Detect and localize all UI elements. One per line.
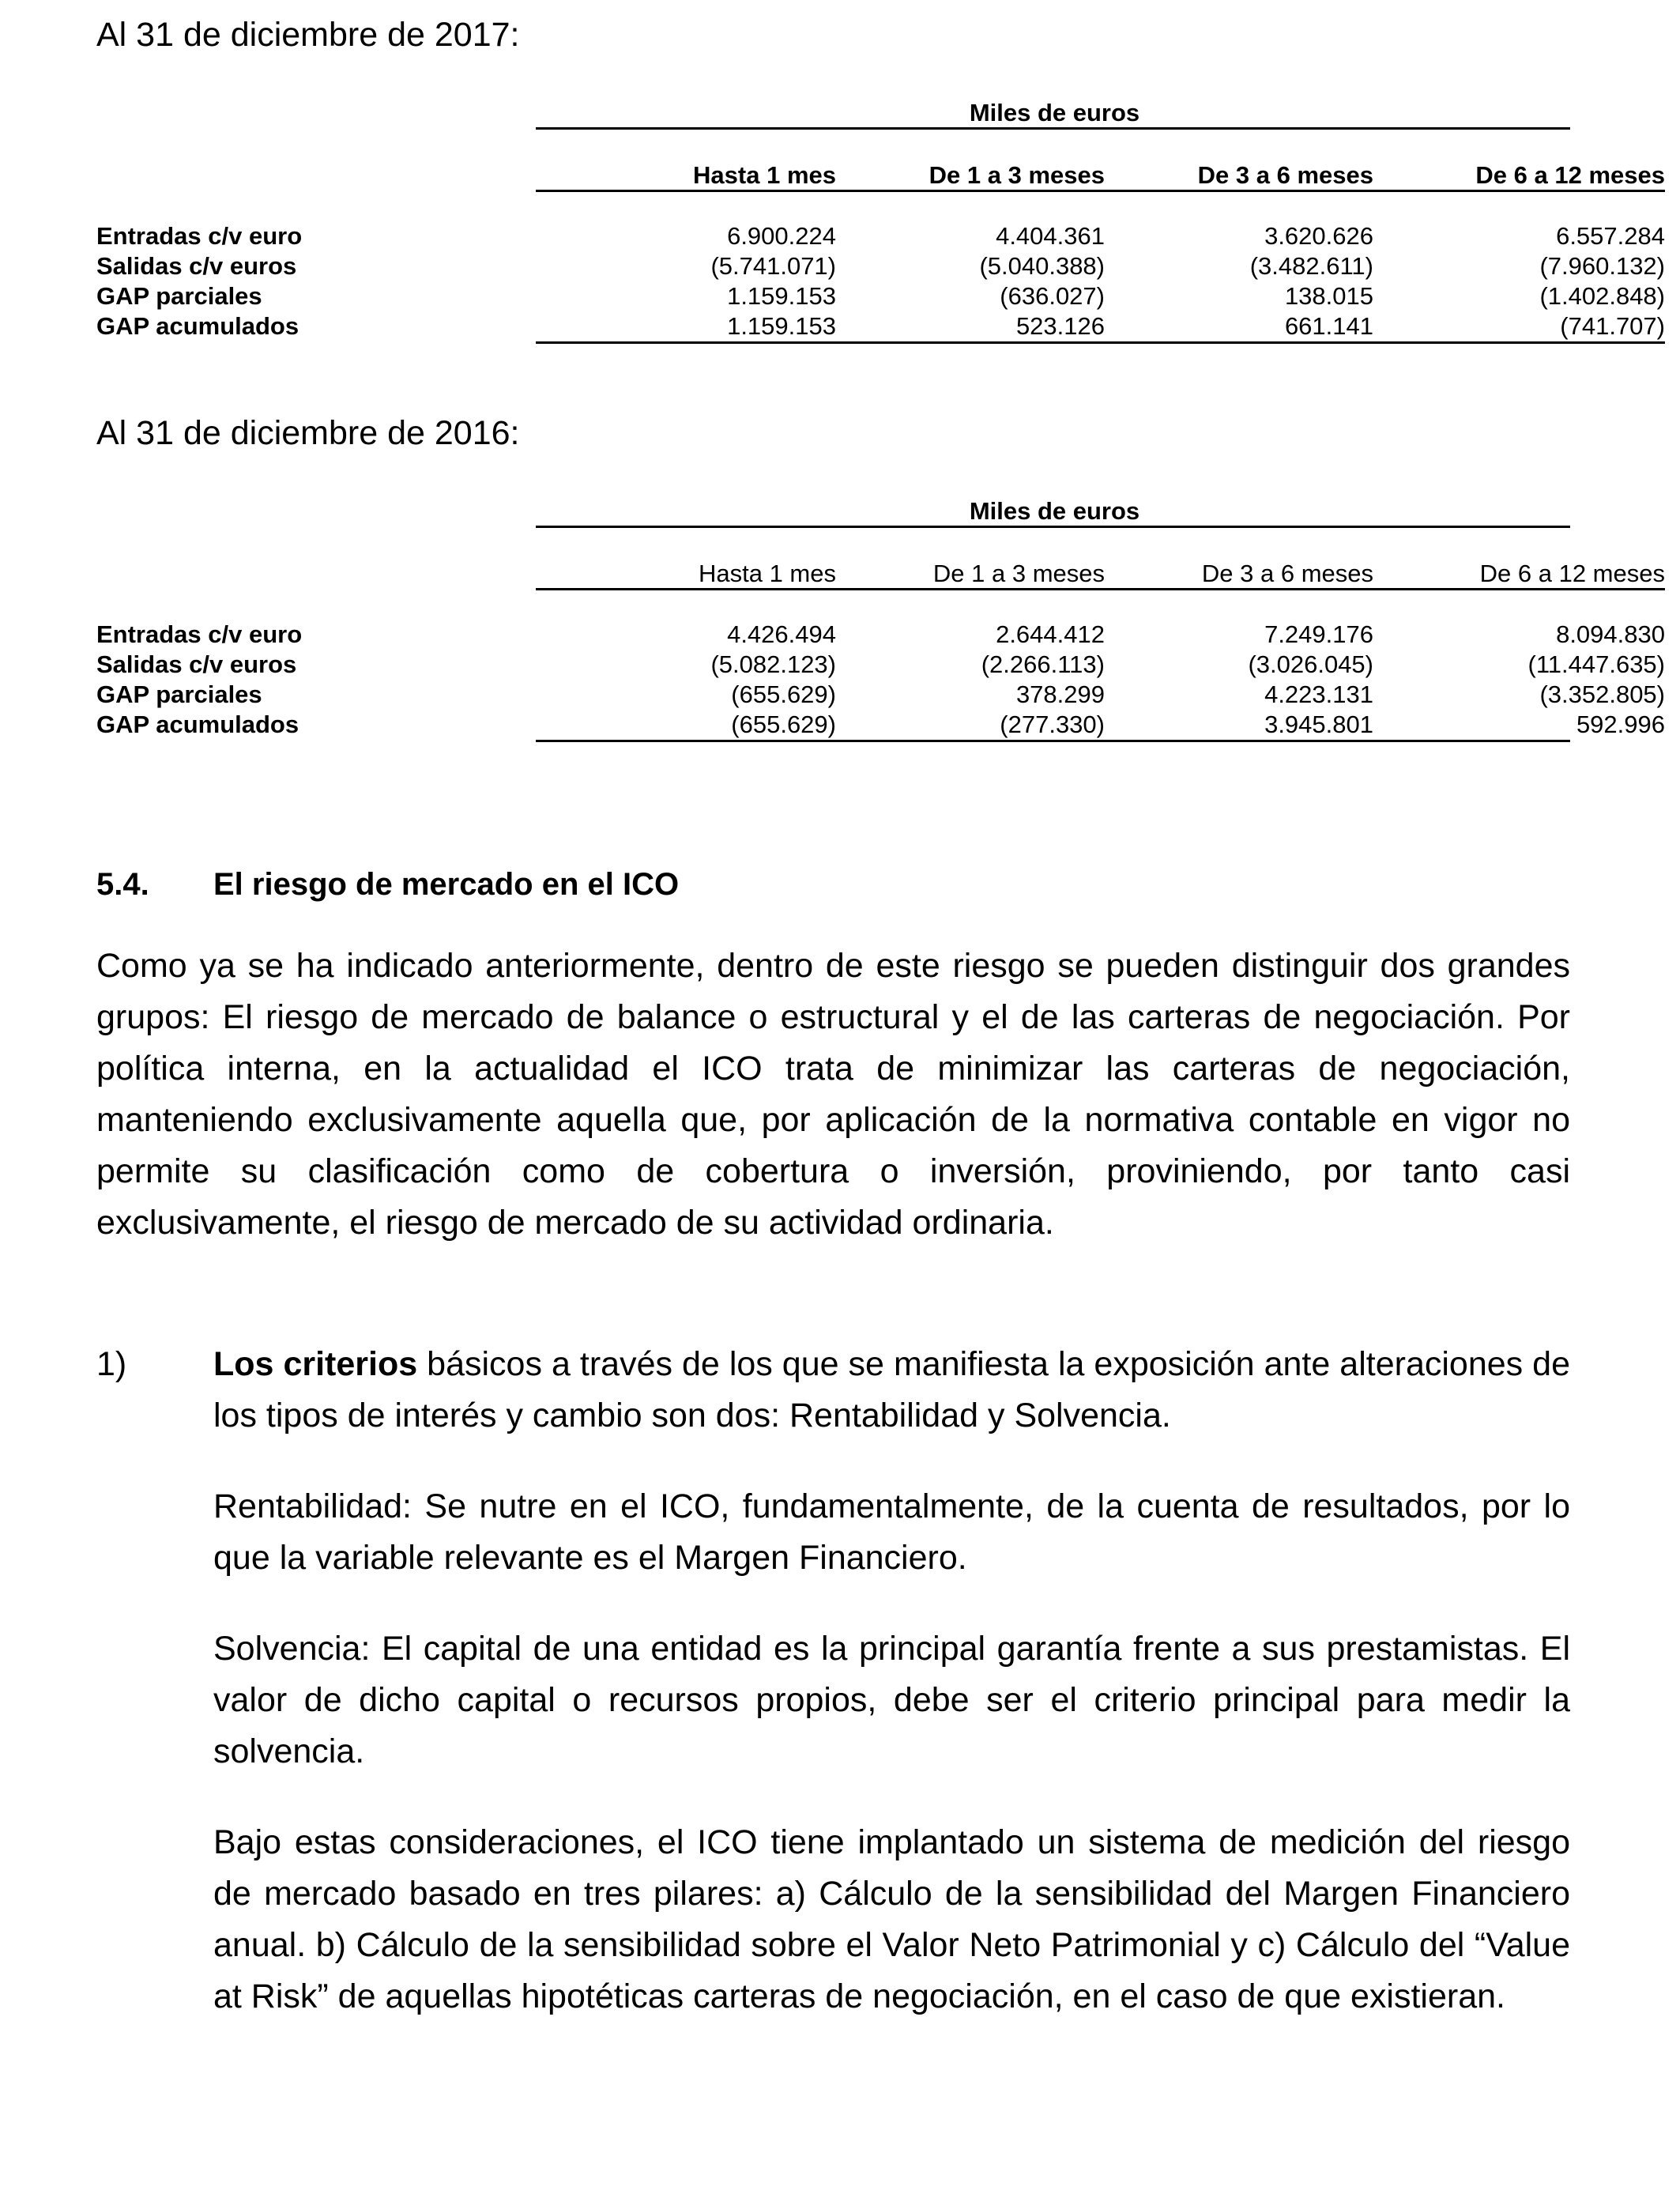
table-cell: (5.082.123) xyxy=(710,650,836,678)
row-label: Salidas c/v euros xyxy=(96,650,297,678)
section-number: 5.4. xyxy=(96,867,149,902)
table-cell: (3.026.045) xyxy=(1248,650,1373,678)
table-cell: (3.482.611) xyxy=(1249,252,1373,280)
rentabilidad-paragraph: Rentabilidad: Se nutre en el ICO, fundamentalmente, de la cuenta de resultados, por lo que la variable relevante es el Margen Financiero. xyxy=(213,1487,1570,1577)
intro-paragraph: Como ya se ha indicado anteriormente, dentro de este riesgo se pueden distinguir dos grandes grupos: El riesgo de mercado de balance o estructural y el de las carteras de negociación. Por política interna, en la actualidad el ICO trata de minimizar las carteras de negociación, manteniendo exclusivamente aquella que, por aplicación de la normativa contable en vigor no permite su clasificación como de cobertura o inversión, proviniendo, por tanto casi exclusivamente, el riesgo de mercado de su actividad ordinaria. xyxy=(96,947,1570,1242)
table-cell: (1.402.848) xyxy=(1539,282,1665,310)
table-cell: (7.960.132) xyxy=(1539,252,1665,280)
column-header: De 3 a 6 meses xyxy=(1201,560,1373,587)
table-cell: (5.040.388) xyxy=(979,252,1105,280)
table-cell: 3.945.801 xyxy=(1264,711,1373,738)
table-cell: 1.159.153 xyxy=(727,312,836,340)
table-cell: 4.223.131 xyxy=(1264,680,1373,708)
column-header: Hasta 1 mes xyxy=(693,161,836,189)
column-rule xyxy=(1325,190,1665,192)
table-cell: 6.900.224 xyxy=(727,222,836,250)
table-cell: 592.996 xyxy=(1576,711,1665,738)
total-rule xyxy=(536,740,1570,742)
table-cell: 1.159.153 xyxy=(727,282,836,310)
row-label: GAP acumulados xyxy=(96,312,299,340)
table-heading-2016: Al 31 de diciembre de 2016: xyxy=(96,414,520,452)
column-header: De 1 a 3 meses xyxy=(932,560,1105,587)
column-header: De 3 a 6 meses xyxy=(1197,161,1373,189)
table-cell: (277.330) xyxy=(1000,711,1105,738)
table-cell: (5.741.071) xyxy=(710,252,836,280)
column-header: De 6 a 12 meses xyxy=(1475,161,1665,189)
column-rule xyxy=(1034,190,1373,192)
table-unit-rule xyxy=(536,127,1570,130)
criterios-bold-lead: Los criterios xyxy=(213,1345,418,1383)
row-label: Entradas c/v euro xyxy=(96,222,303,250)
table-cell: 4.426.494 xyxy=(727,620,836,648)
section-title-text: El riesgo de mercado en el ICO xyxy=(213,867,680,902)
row-label: Salidas c/v euros xyxy=(96,252,297,280)
criterios-paragraph xyxy=(213,1339,1570,1442)
table-unit-label: Miles de euros xyxy=(969,99,1140,126)
column-header: De 6 a 12 meses xyxy=(1479,560,1665,587)
list-number: 1) xyxy=(96,1345,127,1383)
criterios-text: básicos a través de los que se manifiesta la exposición ante alteraciones de los tipos de interés y cambio son dos: Rentabilidad y Solvencia. xyxy=(213,1345,1570,1434)
row-label: GAP parciales xyxy=(96,282,262,310)
table-cell: (11.447.635) xyxy=(1527,650,1665,678)
table-cell: (655.629) xyxy=(731,680,836,708)
table-cell: (741.707) xyxy=(1560,312,1665,340)
table-cell: 7.249.176 xyxy=(1264,620,1373,648)
table-cell: 4.404.361 xyxy=(996,222,1105,250)
table-cell: 8.094.830 xyxy=(1556,620,1665,648)
table-unit-rule xyxy=(536,526,1570,528)
column-rule xyxy=(1034,588,1373,590)
total-rule xyxy=(1034,341,1373,344)
column-header: Hasta 1 mes xyxy=(698,560,836,587)
row-label: GAP acumulados xyxy=(96,711,299,738)
solvencia-paragraph: Solvencia: El capital de una entidad es la principal garantía frente a sus prestamistas. El valor de dicho capital o recursos propios, debe ser el criterio principal para medir la solvencia. xyxy=(213,1630,1570,1770)
table-cell: 378.299 xyxy=(1015,680,1105,708)
table-cell: 661.141 xyxy=(1284,312,1373,340)
row-label: GAP parciales xyxy=(96,680,262,708)
table-cell: 523.126 xyxy=(1015,312,1105,340)
total-rule xyxy=(1325,341,1665,344)
table-cell: (2.266.113) xyxy=(981,650,1105,678)
column-rule xyxy=(1325,588,1665,590)
consideraciones-paragraph: Bajo estas consideraciones, el ICO tiene implantado un sistema de medición del riesgo de mercado basado en tres pilares: a) Cálculo de la sensibilidad del Margen Financiero anual. b) Cálculo de la sensibilidad sobre el Valor Neto Patrimonial y c) Cálculo del “Value at Risk” de aquellas hipotéticas carteras de negociación, en el caso de que existieran. xyxy=(213,1823,1570,2015)
table-cell: (636.027) xyxy=(1000,282,1105,310)
table-unit-label: Miles de euros xyxy=(969,497,1140,525)
table-cell: (655.629) xyxy=(731,711,836,738)
table-cell: 138.015 xyxy=(1284,282,1373,310)
row-label: Entradas c/v euro xyxy=(96,620,303,648)
table-cell: 6.557.284 xyxy=(1556,222,1665,250)
table-heading-2017: Al 31 de diciembre de 2017: xyxy=(96,16,520,54)
table-cell: 3.620.626 xyxy=(1264,222,1373,250)
column-header: De 1 a 3 meses xyxy=(929,161,1105,189)
table-cell: 2.644.412 xyxy=(996,620,1105,648)
table-cell: (3.352.805) xyxy=(1539,680,1665,708)
